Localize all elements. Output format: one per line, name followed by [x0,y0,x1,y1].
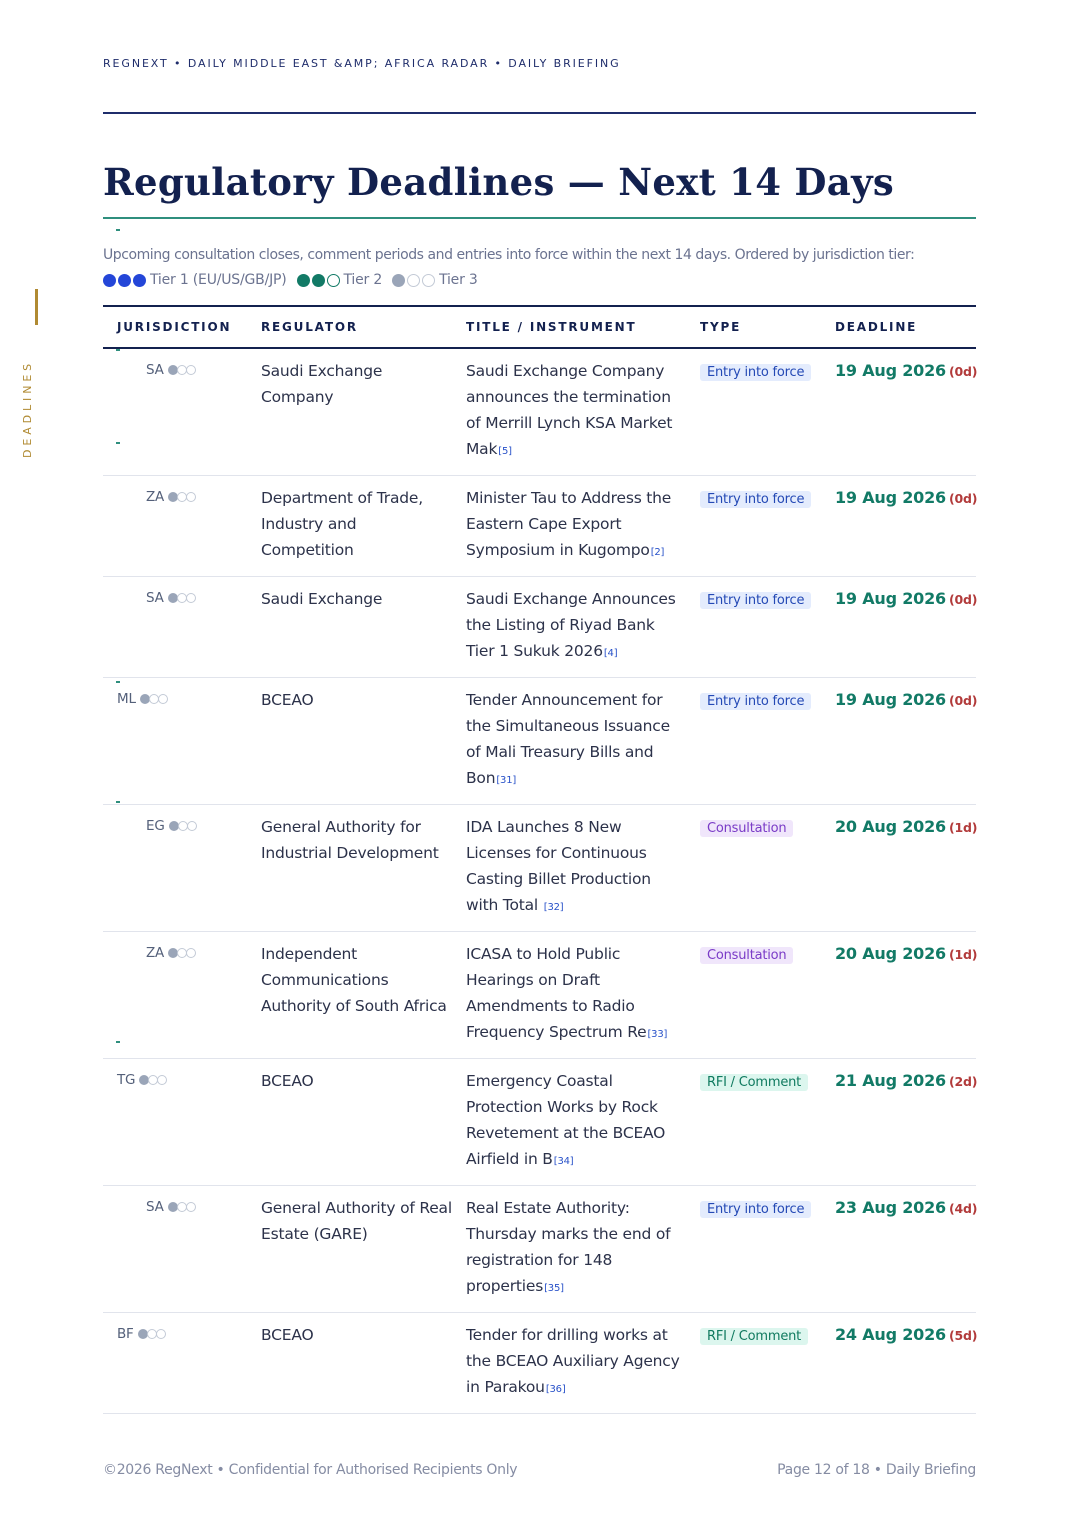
tier-dots-icon [168,948,195,958]
deadline-date: 21 Aug 2026 [835,1071,946,1090]
reference-link[interactable]: [32] [543,902,564,913]
tier-dots-icon [168,492,195,502]
title-text: Emergency Coastal Protection Works by Rock Revetement at the BCEAO Airfield in B [466,1072,666,1168]
tier2-label: Tier 2 [343,272,383,288]
regulator-cell: General Authority of Real Estate (GARE) [247,1186,452,1313]
title-text: Saudi Exchange Company announces the termination of Merrill Lynch KSA Market Mak [466,362,673,458]
reference-link[interactable]: [35] [544,1283,564,1294]
title-text: Tender for drilling works at the BCEAO Auxiliary Agency in Parakou [466,1326,680,1396]
jurisdiction-cell [103,577,247,678]
footer-page-info: Page 12 of 18 • Daily Briefing [777,1462,976,1478]
days-remaining: (4d) [948,1201,978,1216]
days-remaining: (0d) [948,491,978,506]
title-cell [452,932,686,1059]
deadline-cell [821,476,976,577]
deadline-cell [821,805,976,932]
deadline-date: 24 Aug 2026 [835,1325,946,1344]
tier-dots-icon [138,1329,165,1339]
deadline-cell [821,348,976,476]
jurisdiction-code: ML [117,691,136,707]
type-badge: Entry into force [700,693,811,710]
side-accent-bar [35,289,38,325]
jurisdiction-cell [103,348,247,476]
title-text: Real Estate Authority: Thursday marks the end of registration for 148 properties [466,1199,671,1295]
title-cell [452,678,686,805]
jurisdiction-cell [103,932,247,1059]
type-cell [686,805,821,932]
type-badge: RFI / Comment [700,1074,808,1091]
type-cell [686,1059,821,1186]
jurisdiction-cell [103,1313,247,1414]
jurisdiction-code: TG [117,1072,136,1088]
days-remaining: (0d) [948,693,978,708]
table-row [103,476,976,577]
intro-text [103,243,983,293]
jurisdiction-code: EG [146,818,165,834]
reference-link[interactable]: [5] [498,446,512,457]
days-remaining: (2d) [948,1074,978,1089]
title-text: Minister Tau to Address the Eastern Cape Export Symposium in Kugompo [466,489,672,559]
tier-dots-icon [168,593,195,603]
tier-dots-icon [139,1075,166,1085]
tier2-empty-dot-icon [327,274,340,287]
title-text: Saudi Exchange Announces the Listing of Riyad Bank Tier 1 Sukuk 2026 [466,590,676,660]
title-cell [452,476,686,577]
type-cell [686,932,821,1059]
tier3-empty-dot-icon [422,274,435,287]
tier3-dot-icon [392,274,405,287]
regulator-cell: BCEAO [247,1313,452,1414]
tier-dots-icon [140,694,167,704]
tier1-dot-icon [133,274,146,287]
col-regulator: REGULATOR [247,306,452,348]
type-badge: Consultation [700,820,793,837]
tier-dots-icon [168,1202,195,1212]
side-section-label: DEADLINES [21,359,34,458]
days-remaining: (1d) [948,820,978,835]
regulator-cell: Department of Trade, Industry and Competition [247,476,452,577]
jurisdiction-cell [103,678,247,805]
title-cell [452,577,686,678]
title-text: IDA Launches 8 New Licenses for Continuous Casting Billet Production with Total [466,818,651,914]
deadline-date: 20 Aug 2026 [835,944,946,963]
tier1-label: Tier 1 (EU/US/GB/JP) [150,272,287,288]
table-row [103,932,976,1059]
table-row [103,678,976,805]
header-rule [103,112,976,114]
tier-dots-icon [168,365,195,375]
jurisdiction-cell [103,476,247,577]
reference-link[interactable]: [36] [545,1384,566,1395]
table-row [103,1313,976,1414]
jurisdiction-code: SA [146,590,164,606]
reference-link[interactable]: [34] [553,1156,574,1167]
deadline-cell [821,577,976,678]
jurisdiction-code: ZA [146,945,165,961]
days-remaining: (1d) [948,947,978,962]
col-jurisdiction: JURISDICTION [103,306,247,348]
tier3-empty-dot-icon [407,274,420,287]
col-title: TITLE / INSTRUMENT [452,306,686,348]
table-row [103,577,976,678]
title-cell [452,348,686,476]
table-row [103,348,976,476]
type-cell [686,678,821,805]
days-remaining: (0d) [948,364,978,379]
title-cell [452,805,686,932]
reference-link[interactable]: [33] [647,1029,668,1040]
jurisdiction-code: SA [146,362,164,378]
type-cell [686,577,821,678]
deadline-cell [821,1059,976,1186]
footer-copyright: ©2026 RegNext • Confidential for Authorised Recipients Only [103,1462,518,1478]
deadline-date: 19 Aug 2026 [835,488,946,507]
tier3-label: Tier 3 [439,272,478,288]
deadline-date: 20 Aug 2026 [835,817,946,836]
jurisdiction-cell [103,805,247,932]
type-badge: Entry into force [700,364,811,381]
title-text: ICASA to Hold Public Hearings on Draft Amendments to Radio Frequency Spectrum Re [466,945,647,1041]
jurisdiction-code: BF [117,1326,134,1342]
title-cell [452,1059,686,1186]
regulator-cell: General Authority for Industrial Development [247,805,452,932]
title-cell [452,1313,686,1414]
type-badge: Consultation [700,947,793,964]
deadline-date: 23 Aug 2026 [835,1198,946,1217]
jurisdiction-code: ZA [146,489,165,505]
deadline-cell [821,678,976,805]
tier1-dot-icon [103,274,116,287]
running-head: REGNEXT • DAILY MIDDLE EAST &AMP; AFRICA RADAR • DAILY BRIEFING [103,57,621,70]
deadline-cell [821,1313,976,1414]
title-cell [452,1186,686,1313]
page-title: Regulatory Deadlines — Next 14 Days [103,160,895,204]
jurisdiction-code: SA [146,1199,164,1215]
regulator-cell: Saudi Exchange Company [247,348,452,476]
col-type: TYPE [686,306,821,348]
type-cell [686,1313,821,1414]
deadline-cell [821,1186,976,1313]
jurisdiction-cell [103,1186,247,1313]
tier-dots-icon [169,821,196,831]
table-row [103,1059,976,1186]
regulator-cell: BCEAO [247,678,452,805]
reference-link[interactable]: [4] [603,648,618,659]
tier-legend [103,268,983,293]
regulator-cell: Independent Communications Authority of South Africa [247,932,452,1059]
type-badge: Entry into force [700,491,811,508]
type-badge: RFI / Comment [700,1328,808,1345]
regulator-cell: Saudi Exchange [247,577,452,678]
accent-mark [116,229,120,231]
title-text: Tender Announcement for the Simultaneous Issuance of Mali Treasury Bills and Bon [466,691,670,787]
tier1-dot-icon [118,274,131,287]
type-cell [686,1186,821,1313]
deadline-date: 19 Aug 2026 [835,690,946,709]
tier2-dot-icon [312,274,325,287]
deadline-cell [821,932,976,1059]
jurisdiction-cell [103,1059,247,1186]
table-row [103,1186,976,1313]
type-cell [686,348,821,476]
deadline-date: 19 Aug 2026 [835,361,946,380]
regulator-cell: BCEAO [247,1059,452,1186]
days-remaining: (5d) [948,1328,978,1343]
deadline-date: 19 Aug 2026 [835,589,946,608]
col-deadline: DEADLINE [821,306,976,348]
table-row [103,805,976,932]
tier2-dot-icon [297,274,310,287]
deadlines-table [103,305,976,1414]
reference-link[interactable]: [2] [650,547,665,558]
table-header-row [103,306,976,348]
title-rule [103,217,976,219]
days-remaining: (0d) [948,592,978,607]
type-badge: Entry into force [700,592,811,609]
type-badge: Entry into force [700,1201,811,1218]
intro-sentence: Upcoming consultation closes, comment periods and entries into force within the next 14 days. Ordered by jurisdiction tier: [103,247,915,263]
reference-link[interactable]: [31] [496,775,517,786]
type-cell [686,476,821,577]
